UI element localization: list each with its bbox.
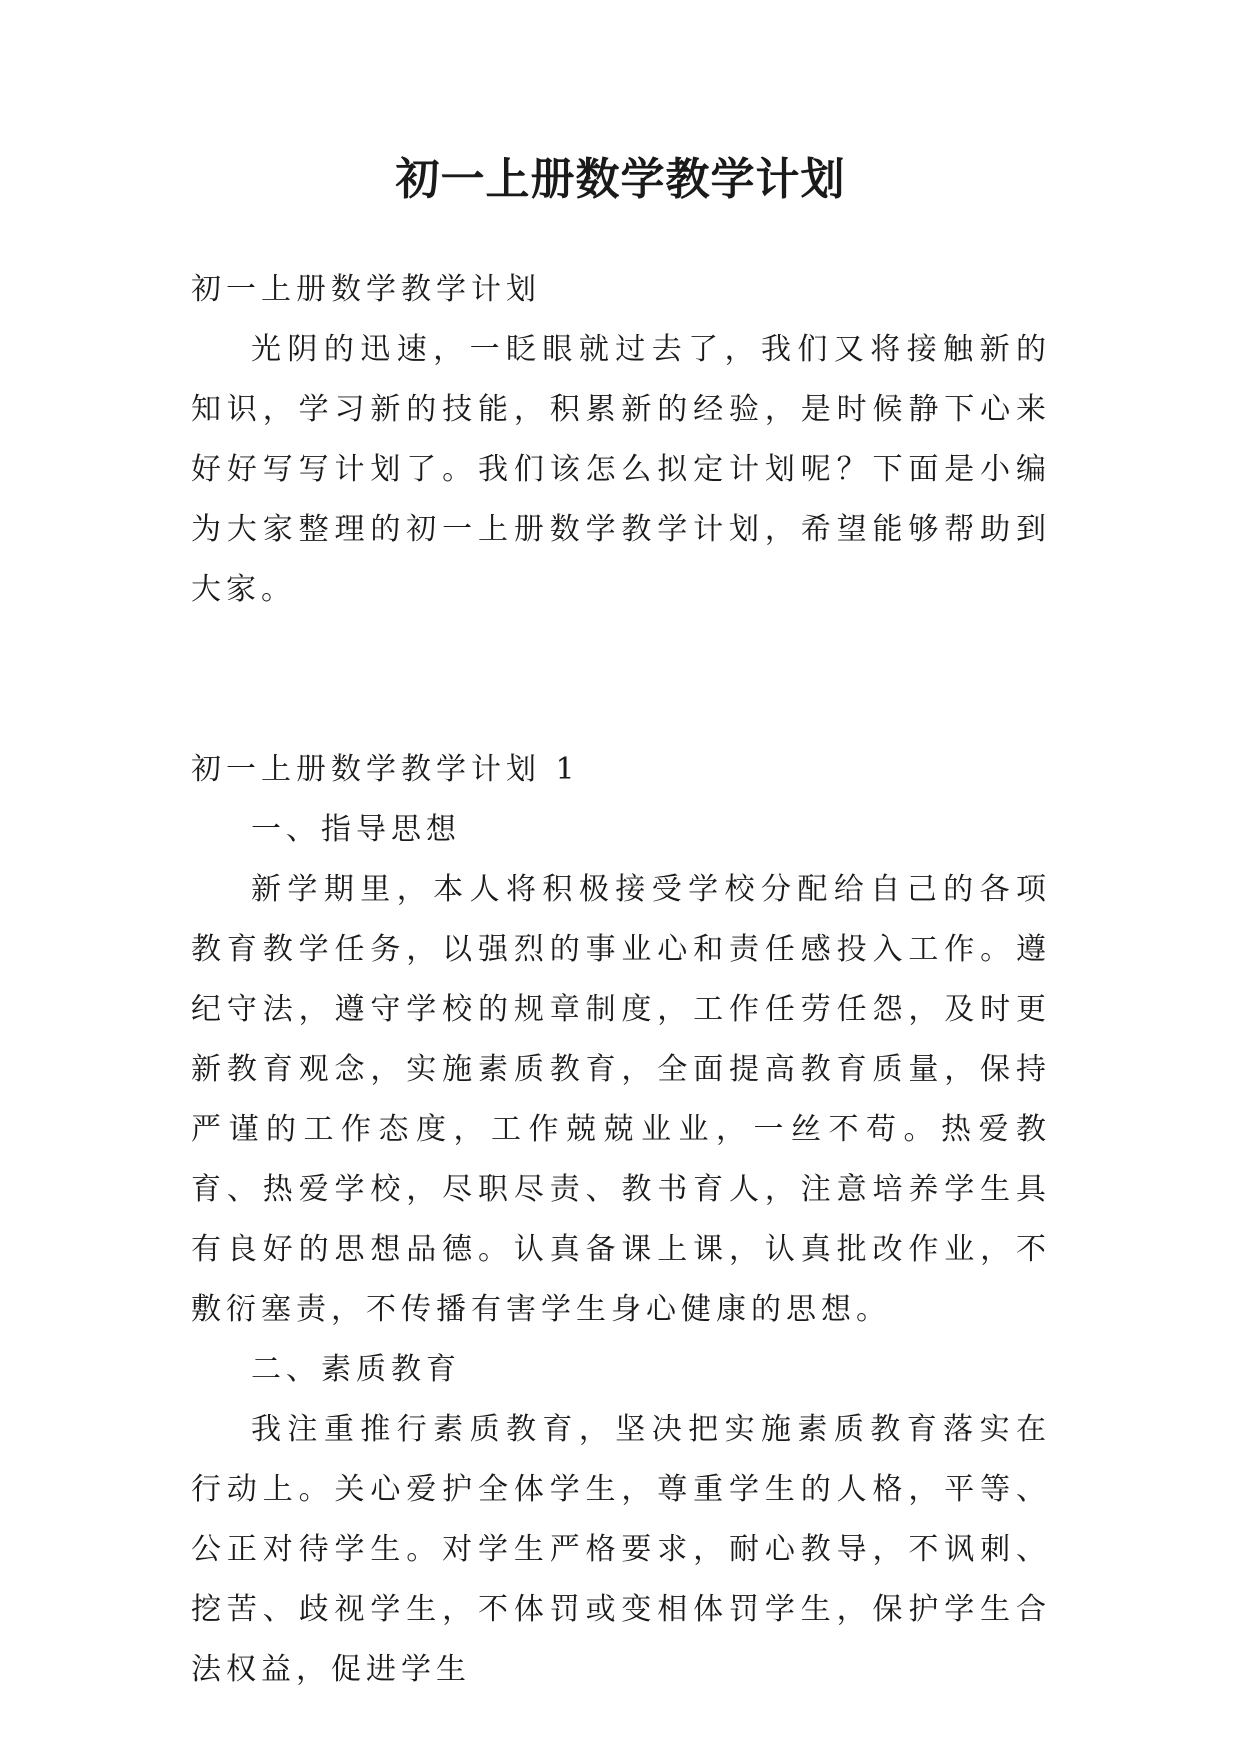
- section-heading-quality-education: 二、素质教育: [251, 1352, 461, 1387]
- paragraph-guiding-ideology: 新学期里，本人将积极接受学校分配给自己的各项教育教学任务，以强烈的事业心和责任感投入工作。遵纪守法，遵守学校的规章制度，工作任劳任怨，及时更新教育观念，实施素质教育，全面提高教育质量，保持严谨的工作态度，工作兢兢业业，一丝不苟。热爱教育、热爱学校，尽职尽责、教书育人，注意培养学生具有良好的思想品德。认真备课上课，认真批改作业，不敷衍塞责，不传播有害学生身心健康的思想。: [191, 872, 1051, 1327]
- section-heading-guiding-ideology: 一、指导思想: [251, 812, 461, 847]
- intro-paragraph: 光阴的迅速，一眨眼就过去了，我们又将接触新的知识，学习新的技能，积累新的经验，是时候静下心来好好写写计划了。我们该怎么拟定计划呢？下面是小编为大家整理的初一上册数学教学计划，希望能够帮助到大家。: [191, 332, 1051, 607]
- paragraph-quality-education: 我注重推行素质教育，坚决把实施素质教育落实在行动上。关心爱护全体学生，尊重学生的人格，平等、公正对待学生。对学生严格要求，耐心教导，不讽刺、挖苦、歧视学生，不体罚或变相体罚学生，保护学生合法权益，促进学生: [191, 1412, 1051, 1687]
- document-body: [191, 260, 1051, 1700]
- document-title: 初一上册数学教学计划: [395, 154, 846, 205]
- section-spacer: [191, 620, 1051, 740]
- section-1-label: 初一上册数学教学计划 1: [191, 752, 580, 787]
- intro-label: 初一上册数学教学计划: [191, 272, 541, 307]
